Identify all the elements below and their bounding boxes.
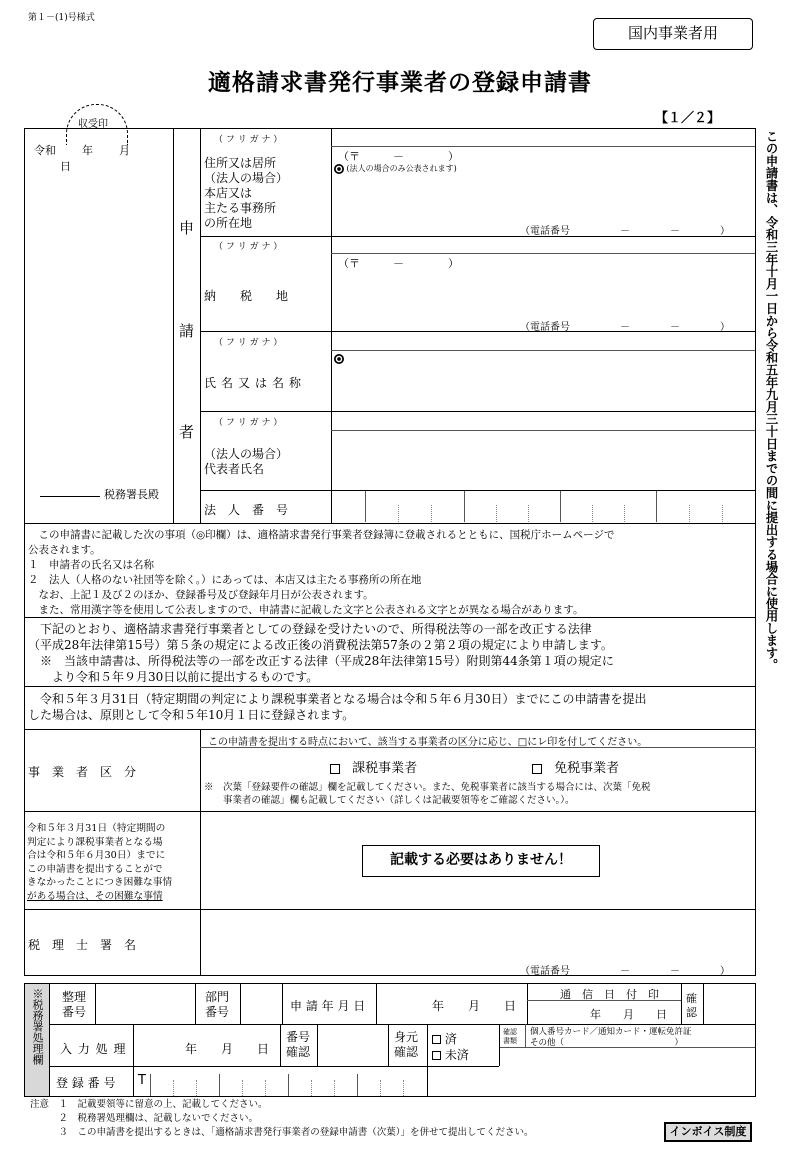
representative-label: （法人の場合） 代表者氏名 — [204, 447, 289, 476]
option-taxable[interactable]: 課税事業者 — [330, 757, 417, 776]
address-postal[interactable]: （〒 － ） — [338, 150, 459, 163]
registration-t-prefix: T — [138, 1073, 146, 1088]
page-title: 適格請求書発行事業者の登録申請書 — [208, 70, 592, 96]
bumon-label: 部門 番号 — [205, 990, 230, 1019]
form-code: 第１－(1)号様式 — [28, 13, 95, 23]
publish-mark-icon — [334, 354, 344, 364]
comm-date-label: 通 信 日 付 印 — [560, 988, 659, 1001]
tax-location-phone[interactable]: （電話番号 － － ） — [520, 322, 730, 333]
office-use-label: ※税務署処理欄 — [31, 988, 44, 1065]
registration-number-label: 登 録 番 号 — [56, 1076, 116, 1090]
address-phone[interactable]: （電話番号 － － ） — [520, 226, 730, 237]
number-check-label: 番号 確認 — [286, 1030, 311, 1059]
identity-check-label: 身元 確認 — [394, 1030, 419, 1059]
applicant-label-1: 申 — [179, 219, 195, 237]
input-label: 入 力 処 理 — [60, 1042, 127, 1056]
representative-furigana-label: （ フ リ ガ ナ ） — [214, 418, 283, 428]
taxable-checkbox[interactable] — [330, 764, 340, 774]
doc-label: 確認 書類 — [503, 1028, 517, 1045]
tax-accountant-field[interactable] — [204, 912, 752, 956]
tax-office-line[interactable] — [40, 486, 100, 497]
footer-notes: 注意 １ 記載要領等に留意の上、記載してください。 ２ 税務署処理欄は、記載しないでください。 ３ この申請書を提出するときは、「適格請求書発行事業者の登録申請書（次葉）」を併せて提出してください。 — [30, 1099, 534, 1138]
difficulty-label: 令和５年３月31日（特定期間の 判定により課税事業者となる場 合は令和５年６月30日）までに この申請書を提出することがで きなかったことにつき困難な事情 がある場合は、その困難な事情 — [27, 823, 173, 902]
representative-field[interactable] — [335, 433, 750, 488]
applicant-label-3: 者 — [179, 423, 195, 441]
kakunin-label: 確 認 — [686, 992, 697, 1019]
category-badge: 国内事業者用 — [593, 18, 753, 50]
address-public-note: (法人の場合のみ公表されます) — [334, 163, 457, 174]
address-furigana-label: （ フ リ ガ ナ ） — [214, 135, 283, 145]
corp-number-field[interactable] — [332, 491, 755, 522]
tax-location-label: 納 税 地 — [204, 289, 289, 303]
difficulty-notice: 記載する必要はありません！ — [362, 845, 600, 877]
application-date-label: 申 請 年 月 日 — [290, 999, 366, 1013]
tax-accountant-phone[interactable]: （電話番号 － － ） — [520, 966, 730, 977]
name-publish-mark — [334, 352, 344, 365]
date-line: 令和 年 月日 — [34, 144, 130, 173]
business-type-note: ※ 次葉「登録要件の確認」欄を記載してください。また、免税事業者に該当する場合には、次葉「免税 事業者の確認」欄も記載してください（詳しくは記載要領等をご確認ください。）。 — [204, 782, 651, 806]
registration-number-field[interactable] — [150, 1066, 427, 1096]
comm-date-ymd: 年 月 日 — [590, 1008, 667, 1021]
seiri-label: 整理 番号 — [62, 990, 87, 1019]
notice-publication: この申請書に記載した次の事項（◎印欄）は、適格請求書発行事業者登録簿に登載されるとともに、国税庁ホームページで 公表されます。 １ 申請者の氏名又は名称 ２ 法人（人格のない社団等を除く。）にあっては、本店又は主たる事務所の所在地 なお、上記１及び２のほか、登録番号及び登録年月日が公表されます。 また、常用漢字等を使用して公表しますので、申請書に記載した文字と公表される文字とが異なる場合があります。 — [28, 529, 615, 616]
receipt-stamp-label: 収受印 — [78, 115, 108, 130]
doc-line1: 個人番号カード／通知カード・運転免許証 — [530, 1027, 692, 1037]
application-date-ymd: 年 月 日 — [432, 999, 517, 1013]
tax-accountant-label: 税 理 士 署 名 — [28, 938, 137, 952]
address-label: 住所又は居所 （法人の場合） 本店又は 主たる事務所 の所在地 — [204, 156, 289, 230]
applicant-label-2: 請 — [179, 322, 195, 340]
tax-location-postal[interactable]: （〒 － ） — [338, 257, 459, 270]
input-ymd: 年 月 日 — [185, 1042, 270, 1056]
tax-location-furigana-label: （ フ リ ガ ナ ） — [214, 242, 283, 252]
exempt-checkbox[interactable] — [532, 764, 542, 774]
notice-registration-date: 令和５年３月31日（特定期間の判定により課税事業者となる場合は令和５年６月30日）までにこの申請書を提出 した場合は、原則として令和５年10月１日に登録されます。 — [28, 692, 647, 722]
option-exempt[interactable]: 免税事業者 — [532, 757, 619, 776]
business-type-label: 事 業 者 区 分 — [28, 765, 137, 779]
invoice-badge: インボイス制度 — [664, 1122, 752, 1142]
tax-office-suffix: 税務署長殿 — [104, 488, 159, 501]
identity-done[interactable]: 済 — [432, 1030, 457, 1047]
side-note: この申請書は、令和三年十月一日から令和五年九月三十日までの間に提出する場合に使用します。 — [764, 130, 778, 672]
business-type-instruction: この申請書を提出する時点において、該当する事業者の区分に応じ、□にレ印を付してください。 — [208, 737, 648, 748]
corp-number-label: 法 人 番 号 — [204, 503, 289, 517]
page-indicator: 【１／２】 — [655, 111, 721, 126]
notice-application: 下記のとおり、適格請求書発行事業者としての登録を受けたいので、所得税法等の一部を改正する法律 （平成28年法律第15号）第５条の規定による改正後の消費税法第57条の２第２項の規定により申請します。 ※ 当該申請書は、所得税法等の一部を改正する法律（平成28年法律第15号）附則第44条第１項の規定に より令和５年９月30日以前に提出するものです。 — [28, 622, 614, 684]
name-field[interactable] — [345, 354, 745, 409]
name-label: 氏名又は名称 — [204, 376, 307, 390]
doc-line2: その他（ ） — [530, 1038, 684, 1048]
name-furigana-label: （ フ リ ガ ナ ） — [214, 338, 283, 348]
publish-mark-icon — [334, 164, 344, 174]
identity-not-done[interactable]: 未済 — [432, 1046, 469, 1063]
